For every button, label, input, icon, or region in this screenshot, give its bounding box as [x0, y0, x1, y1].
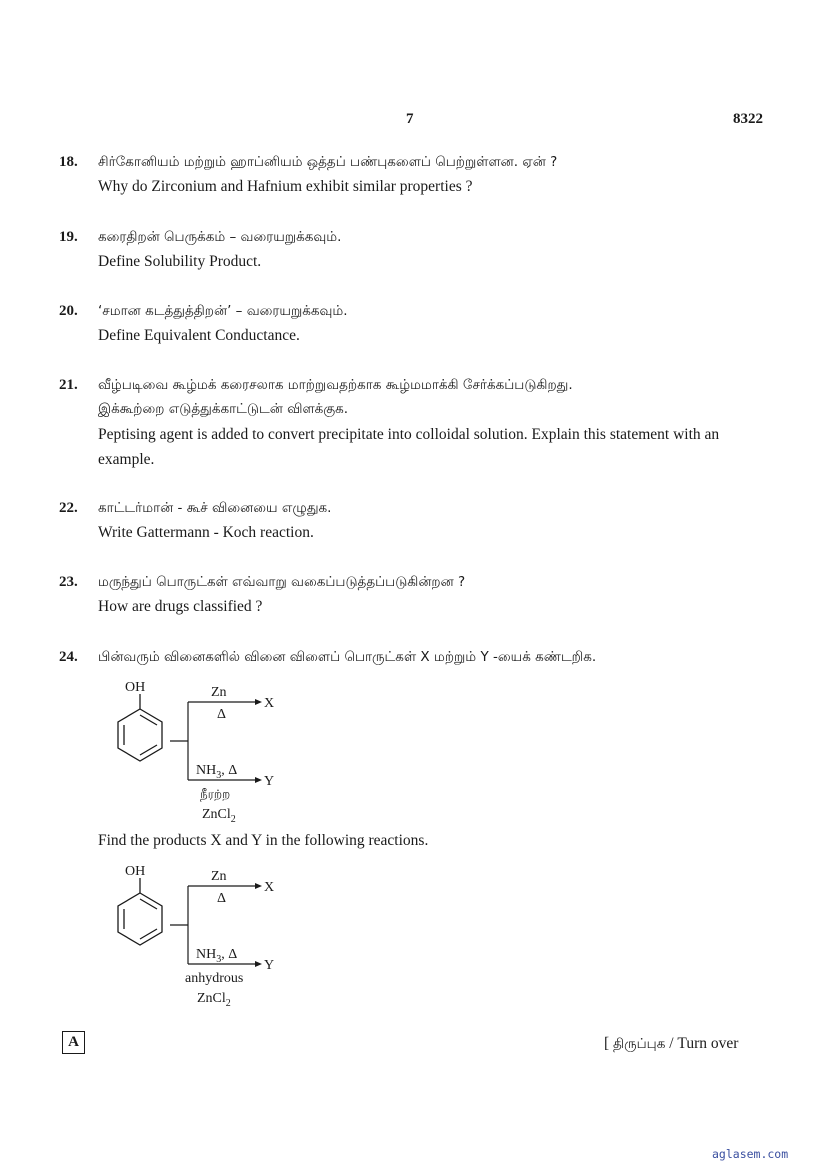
- bottom-condition: anhydrous: [185, 971, 244, 986]
- arrow-head: [255, 961, 262, 967]
- question-tamil: கரைதிறன் பெருக்கம் – வரையறுக்கவும்.: [98, 229, 342, 245]
- question-tamil: ‘சமான கடத்துத்திறன்’ – வரையறுக்கவும்.: [98, 303, 348, 319]
- turn-over-note: [ திருப்புக / Turn over: [604, 1035, 739, 1052]
- question-number: 18.: [59, 154, 78, 170]
- question-english: Define Equivalent Conductance.: [98, 327, 300, 344]
- catalyst: ZnCl$_2$: [202, 807, 236, 825]
- top-reagent: Zn: [211, 869, 227, 884]
- question-number: 24.: [59, 649, 78, 665]
- question-tamil: மருந்துப் பொருட்கள் எவ்வாறு வகைப்படுத்தப்படுகின்றன ?: [98, 574, 466, 590]
- arrow-head: [255, 699, 262, 705]
- phenol-reaction-scheme: [95, 860, 295, 1010]
- product-y: Y: [264, 958, 275, 973]
- reaction-diagram-tamil: [95, 676, 295, 826]
- bottom-reagent: $NH_3$, Δ: [196, 947, 238, 965]
- question-tamil: காட்டர்மான் - கூச் வினையை எழுதுக.: [98, 500, 332, 516]
- ring-double-bond: [140, 745, 157, 755]
- question-tamil: பின்வரும் வினைகளில் வினை விளைப் பொருட்கள் X மற்றும் Y -யைக் கண்டறிக.: [98, 649, 597, 665]
- reaction-diagram-english: [95, 860, 295, 1010]
- page-number: 7: [406, 111, 414, 127]
- arrow-head: [255, 777, 262, 783]
- bottom-condition: நீரற்ற: [200, 787, 231, 801]
- question-english: How are drugs classified ?: [98, 598, 263, 615]
- bottom-reagent: $NH_3$, Δ: [196, 763, 238, 781]
- top-reagent: Zn: [211, 685, 227, 700]
- substituent-label: OH: [125, 864, 146, 879]
- question-tamil: சிர்கோனியம் மற்றும் ஹாப்னியம் ஒத்தப் பண்புகளைப் பெற்றுள்ளன. ஏன் ?: [98, 154, 558, 170]
- ring-double-bond: [140, 929, 157, 939]
- watermark: aglasem.com: [712, 1147, 789, 1161]
- top-condition: Δ: [217, 707, 227, 722]
- ring-double-bond: [140, 715, 157, 725]
- paper-code: 8322: [733, 111, 763, 127]
- product-y: Y: [264, 774, 275, 789]
- catalyst: ZnCl$_2$: [197, 991, 231, 1009]
- product-x: X: [264, 880, 275, 895]
- question-number: 22.: [59, 500, 78, 516]
- arrow-head: [255, 883, 262, 889]
- product-x: X: [264, 696, 275, 711]
- question-tamil: வீழ்படிவை கூழ்மக் கரைசலாக மாற்றுவதற்காக கூழ்மமாக்கி சேர்க்கப்படுகிறது.: [98, 377, 573, 393]
- question-tamil-line-2: இக்கூற்றை எடுத்துக்காட்டுடன் விளக்குக.: [98, 401, 349, 417]
- question-number: 19.: [59, 229, 78, 245]
- question-number: 21.: [59, 377, 78, 393]
- ring-double-bond: [140, 899, 157, 909]
- question-english: Find the products X and Y in the following reactions.: [98, 832, 429, 849]
- booklet-code-box: A: [62, 1031, 85, 1054]
- question-english: Peptising agent is added to convert precipitate into colloidal solution. Explain this statement with an example.: [98, 426, 720, 468]
- question-english: Define Solubility Product.: [98, 253, 262, 270]
- top-condition: Δ: [217, 891, 227, 906]
- question-english: Why do Zirconium and Hafnium exhibit similar properties ?: [98, 178, 473, 195]
- question-number: 23.: [59, 574, 78, 590]
- question-english: Write Gattermann - Koch reaction.: [98, 524, 314, 541]
- substituent-label: OH: [125, 680, 146, 695]
- question-number: 20.: [59, 303, 78, 319]
- phenol-reaction-scheme: [95, 676, 295, 826]
